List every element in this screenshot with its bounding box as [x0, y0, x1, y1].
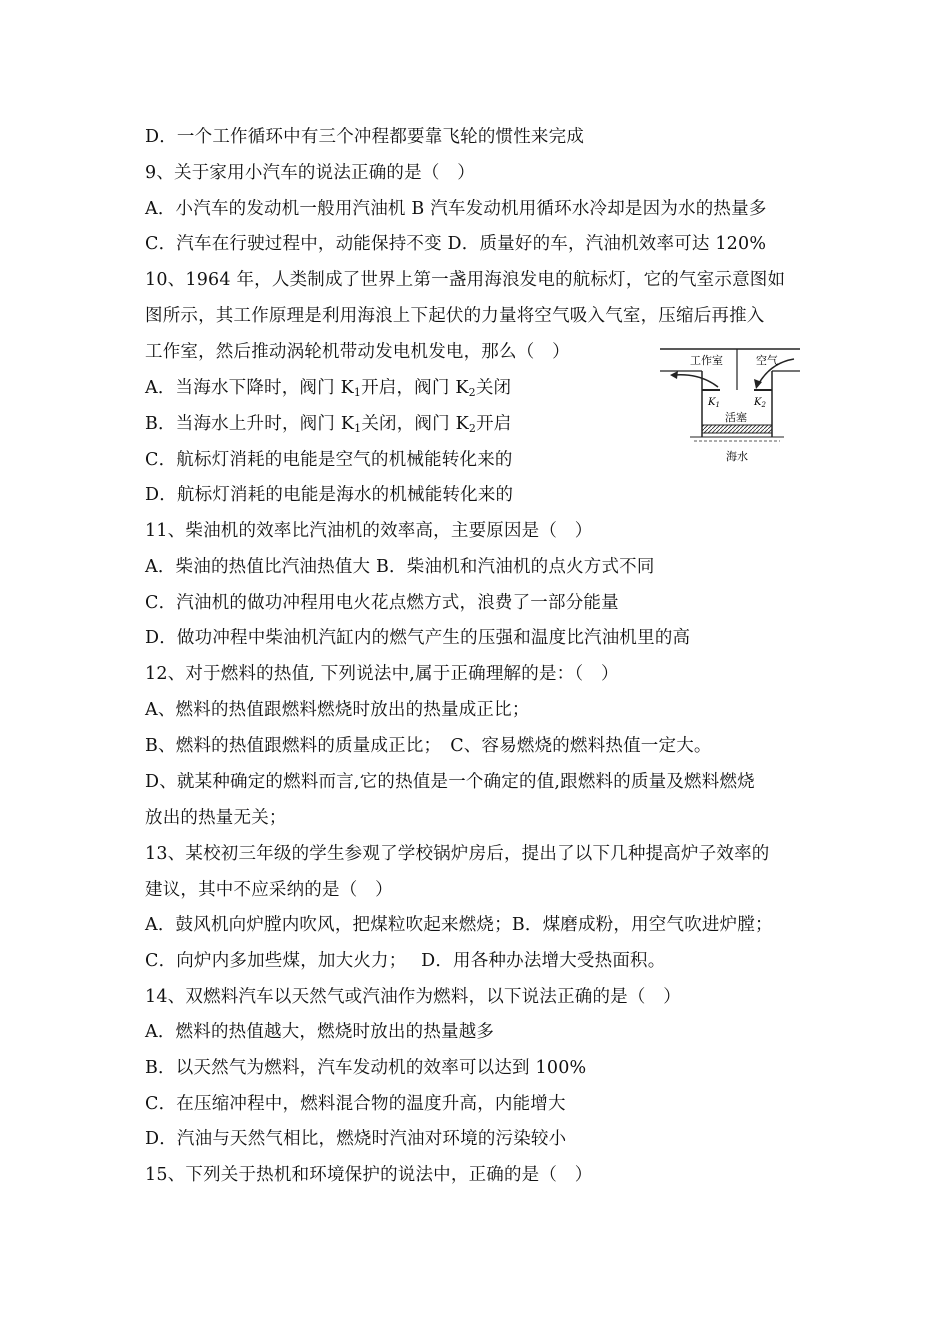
q12-option-a: A、燃料的热值跟燃料燃烧时放出的热量成正比；	[145, 700, 530, 720]
q11-stem: 11、柴油机的效率比汽油机的效率高，主要原因是（ ）	[145, 521, 593, 541]
q10-option-c: C．航标灯消耗的电能是空气的机械能转化来的	[145, 450, 513, 470]
label-sea: 海水	[726, 450, 748, 463]
q11-options-ab: A．柴油的热值比汽油热值大 B．柴油机和汽油机的点火方式不同	[145, 557, 655, 577]
q11-option-c: C．汽油机的做功冲程用电火花点燃方式，浪费了一部分能量	[145, 593, 619, 613]
q13-stem-line2: 建议，其中不应采纳的是（ ）	[145, 880, 393, 900]
label-air: 空气	[756, 354, 778, 367]
q10-stem-line3: 工作室，然后推动涡轮机带动发电机发电，那么（ ）	[145, 342, 570, 362]
q10-option-b: B．当海水上升时，阀门 $K_1$关闭，阀门 $K_2$开启	[145, 414, 512, 435]
q9-options-cd: C．汽车在行驶过程中，动能保持不变 D．质量好的车，汽油机效率可达 120%	[145, 234, 767, 254]
q14-option-d: D．汽油与天然气相比，燃烧时汽油对环境的污染较小	[145, 1129, 567, 1149]
outflow-arrowhead	[670, 371, 678, 379]
q13-stem-line1: 13、某校初三年级的学生参观了学校锅炉房后，提出了以下几种提高炉子效率的	[145, 844, 770, 864]
q14-option-a: A．燃料的热值越大，燃烧时放出的热量越多	[145, 1022, 495, 1042]
label-work-chamber: 工作室	[690, 354, 723, 367]
q9-options-ab: A．小汽车的发动机一般用汽油机 B 汽车发动机用循环水冷却是因为水的热量多	[145, 199, 767, 219]
q13-options-ab: A．鼓风机向炉膛内吹风，把煤粒吹起来燃烧；B．煤磨成粉，用空气吹进炉膛；	[145, 915, 773, 935]
q10-option-d: D．航标灯消耗的电能是海水的机械能转化来的	[145, 485, 514, 505]
q15-stem: 15、下列关于热机和环境保护的说法中，正确的是（ ）	[145, 1165, 593, 1185]
q12-stem: 12、对于燃料的热值, 下列说法中,属于正确理解的是：（ ）	[145, 664, 619, 684]
q9-stem: 9、关于家用小汽车的说法正确的是（ ）	[145, 163, 475, 183]
outflow-arrow	[674, 375, 718, 387]
q10-stem-line1: 10、1964 年，人类制成了世界上第一盏用海浪发电的航标灯，它的气室示意图如	[145, 270, 786, 290]
q8-option-d: D．一个工作循环中有三个冲程都要靠飞轮的惯性来完成	[145, 127, 585, 147]
q13-options-cd: C．向炉内多加些煤，加大火力； D．用各种办法增大受热面积。	[145, 951, 666, 971]
q14-stem: 14、双燃料汽车以天然气或汽油作为燃料，以下说法正确的是（ ）	[145, 987, 681, 1007]
air-chamber-diagram	[660, 345, 810, 475]
label-k1: $K_1$	[708, 397, 720, 409]
q14-option-b: B．以天然气为燃料，汽车发动机的效率可以达到 100%	[145, 1058, 587, 1078]
piston-block	[702, 425, 772, 433]
q12-option-d-line1: D、就某种确定的燃料而言,它的热值是一个确定的值,跟燃料的质量及燃料燃烧	[145, 772, 755, 792]
q11-option-d: D．做功冲程中柴油机汽缸内的燃气产生的压强和温度比汽油机里的高	[145, 628, 691, 648]
q12-options-bc: B、燃料的热值跟燃料的质量成正比； C、容易燃烧的燃料热值一定大。	[145, 736, 712, 756]
q10-stem-line2: 图所示，其工作原理是利用海浪上下起伏的力量将空气吸入气室，压缩后再推入	[145, 306, 765, 326]
label-piston: 活塞	[725, 411, 747, 424]
q10-option-a: A．当海水下降时，阀门 $K_1$开启，阀门 $K_2$关闭	[145, 378, 512, 399]
q14-option-c: C．在压缩冲程中，燃料混合物的温度升高，内能增大	[145, 1094, 566, 1114]
q12-option-d-line2: 放出的热量无关；	[145, 808, 287, 828]
label-k2: $K_2$	[754, 397, 766, 409]
